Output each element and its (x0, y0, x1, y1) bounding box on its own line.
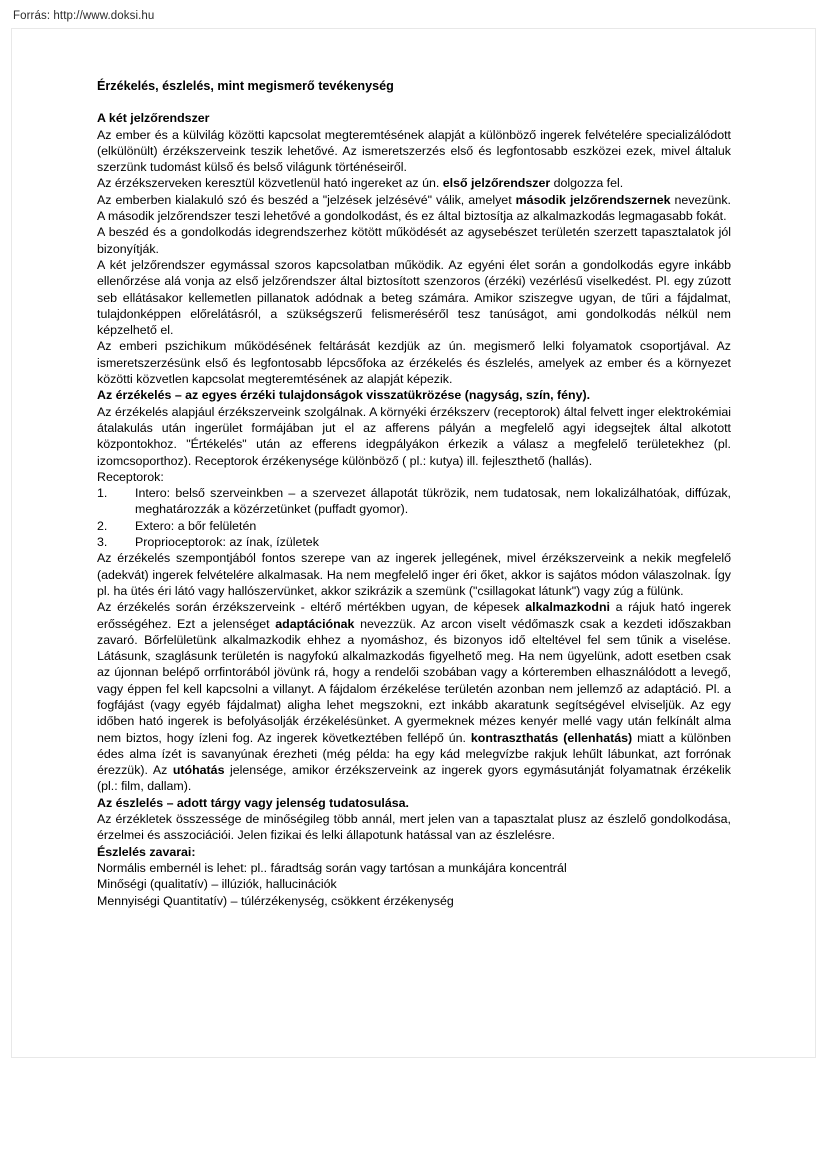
paragraph-7: Az érzékelés alapjául érzékszerveink szolgálnak. A környéki érzékszerv (receptorok) által felvett inger elektrokémiai átalakulás után ingerület formájában jut el az afferens pályán a megfelelő agyi idegsejtek által alkotott központokhoz. "Értékelés" után az efferens idegpályákon érkezik a válasz a megfelelő területekhez (pl. izomcsoporthoz). Receptorok érzékenysége különböző ( pl.: kutya) ill. fejleszthető (hallás). (97, 404, 731, 468)
heading-eszleles-zavarai: Észlelés zavarai: (97, 844, 196, 859)
paragraph-9-d: nevezzük. Az arcon viselt védőmaszk csak a kezdeti időszakban zavaró. Bőrfelületünk alkalmazkodik ehhez a nyomáshoz, és bizonyos idő elteltével fel sem tűnik a viselése. Látásunk, szaglásunk területén is nagyfokú alkalmazkodás figyelhető meg. Ha nem ügyelünk, adott esetben csak az újonnan belépő orrfintorából jövünk rá, hogy a rendelői szobában vagy a kórteremben elhasználódott a levegő, vagy éppen fel kell kapcsolni a villanyt. A fájdalom érzékelése területén azonban nem jellemző az adaptáció. Pl. a fogfájást (vagy egyéb fájdalmat) aligha lehet megszokni, ezt inkább akaratunk segítségével elviseljük. Az egy időben ható ingerek is befolyásolják érzékelésünket. A gyermeknek mézes kenyér mellé vagy után felkínált alma nem biztos, hogy ízleni fog. Az ingerek következtében fellépő ún. (97, 616, 731, 745)
term-adaptacionak: adaptációnak (275, 616, 355, 631)
paragraph-2-post: dolgozza fel. (550, 176, 624, 191)
list-marker: 2. (97, 518, 108, 533)
term-alkalmazkodni: alkalmazkodni (525, 600, 610, 615)
disorder-line-1: Normális embernél is lehet: pl.. fáradtság során vagy tartósan a munkájára koncentrál (97, 860, 567, 875)
list-marker: 1. (97, 486, 108, 501)
list-item (97, 485, 731, 518)
list-item (97, 518, 731, 534)
term-utohatas: utóhatás (172, 763, 225, 778)
heading-az-eszleles: Az észlelés – adott tárgy vagy jelenség tudatosulása. (97, 795, 409, 810)
list-item-text: Proprioceptorok: az ínak, ízületek (135, 535, 319, 550)
list-marker: 3. (97, 535, 108, 550)
paragraph-5: A két jelzőrendszer egymással szoros kapcsolatban működik. Az egyéni élet során a gondolkodás egyre inkább ellenőrzése alá vonja az első jelzőrendszer által biztosított szenzoros (érzéki) vezérlésű viselkedést. Pl. egy zúzott seb ellátásakor kellemetlen pillanatok adódnak a beteg számára. Amikor sziszegve ugyan, de tűri a fájdalmat, tulajdonképpen előrelátásról, a szükségszerű felismeréséről tesz tanúságot, ami gondolkodás nélkül nem képzelhető el. (97, 257, 731, 338)
heading-az-erzekeles: Az érzékelés – az egyes érzéki tulajdonságok visszatükrözése (nagyság, szín, fény). (97, 388, 591, 403)
receptors-label: Receptorok: (97, 469, 164, 484)
list-item-text: Extero: a bőr felületén (135, 518, 257, 533)
term-elso-jelzorendszer: első jelzőrendszer (442, 176, 551, 191)
paragraph-2 (97, 175, 731, 191)
term-masodik-jelzorendszernek: második jelzőrendszernek (515, 192, 671, 207)
heading-a-ket-jelzorendszer: A két jelzőrendszer (97, 111, 210, 126)
term-kontraszthatas: kontraszthatás (ellenhatás) (470, 730, 633, 745)
document-body (97, 78, 731, 909)
paragraph-4: A beszéd és a gondolkodás idegrendszerhez kötött működését az agysebészet területén szerzett tapasztalatok jól bizonyítják. (97, 225, 731, 256)
disorder-line-3: Mennyiségi Quantitatív) – túlérzékenység, csökkent érzékenység (97, 893, 454, 908)
paragraph-9 (97, 599, 731, 795)
paragraph-9-e: miatt a különben édes alma ízét is savanyúnak érezheti (még példa: ha egy kád melegvízbe rakjuk lehűlt lábunkat, azt forrónak érezzük). Az (97, 730, 731, 778)
source-watermark: Forrás: http://www.doksi.hu (13, 10, 155, 22)
paragraph-9-a: Az érzékelés során érzékszerveink - eltérő mértékben ugyan, de képesek (97, 600, 526, 615)
list-item-text: Intero: belső szerveinkben – a szervezet állapotát tükrözik, nem tudatosak, nem lokalizálhatóak, diffúzak, meghatározzák a közérzetünket (puffadt gyomor). (135, 486, 731, 517)
paragraph-3 (97, 192, 731, 225)
paragraph-3-pre: Az emberben kialakuló szó és beszéd a "jelzések jelzésévé" válik, amelyet (97, 192, 516, 207)
paragraph-1: Az ember és a külvilág közötti kapcsolat megteremtésének alapját a különböző ingerek felvételére specializálódott (elkülönült) érzékszerveink teszik lehetővé. Az ismeretszerzés első és legfontosabb eszközei ezek, mivel általuk szerzünk tudomást külső és belső világunk történéseiről. (97, 127, 731, 175)
paragraph-2-pre: Az érzékszerveken keresztül közvetlenül ható ingereket az ún. (97, 176, 443, 191)
disorder-line-2: Minőségi (qualitatív) – illúziók, hallucinációk (97, 877, 337, 892)
document-title: Érzékelés, észlelés, mint megismerő tevékenység (97, 79, 394, 93)
paragraph-6: Az emberi pszichikum működésének feltárását kezdjük az ún. megismerő lelki folyamatok csoportjával. Az ismeretszerzésünk első és legfontosabb lépcsőfoka az érzékelés és észlelés, amelyek az ember és a környezet közötti közvetlen kapcsolat megteremtésének az alapját képezik. (97, 339, 731, 387)
receptor-list (97, 485, 731, 550)
list-item (97, 534, 731, 550)
paragraph-8: Az érzékelés szempontjából fontos szerepe van az ingerek jellegének, mivel érzékszerveink a nekik megfelelő (adekvát) ingerek felvételére alkalmasak. Ha nem megfelelő inger éri őket, akkor is sajátos módon válaszolnak. Így pl. ha ütés éri látó vagy hallószervünket, akkor szikrázik a szemünk ("csillagokat látunk") vagy zúg a fülünk. (97, 551, 731, 598)
paragraph-9-c: a rájuk ható ingerek erősségéhez. Ezt a jelenséget (97, 600, 731, 631)
paragraph-9-f: jelensége, amikor érzékszerveink az ingerek gyors egymásutánját folyamatnak érzékelik (pl.: film, dallam). (97, 763, 731, 794)
paragraph-10: Az érzékletek összessége de minőségileg több annál, mert jelen van a tapasztalat plusz az észlelő gondolkodása, érzelmei és asszociációi. Jelen fizikai és lelki állapotunk hatással van az észlelésre. (97, 812, 731, 843)
paragraph-3-post: nevezünk. A második jelzőrendszer teszi lehetővé a gondolkodást, és ez által biztosítja az alkalmazkodás legmagasabb fokát. (97, 192, 731, 224)
